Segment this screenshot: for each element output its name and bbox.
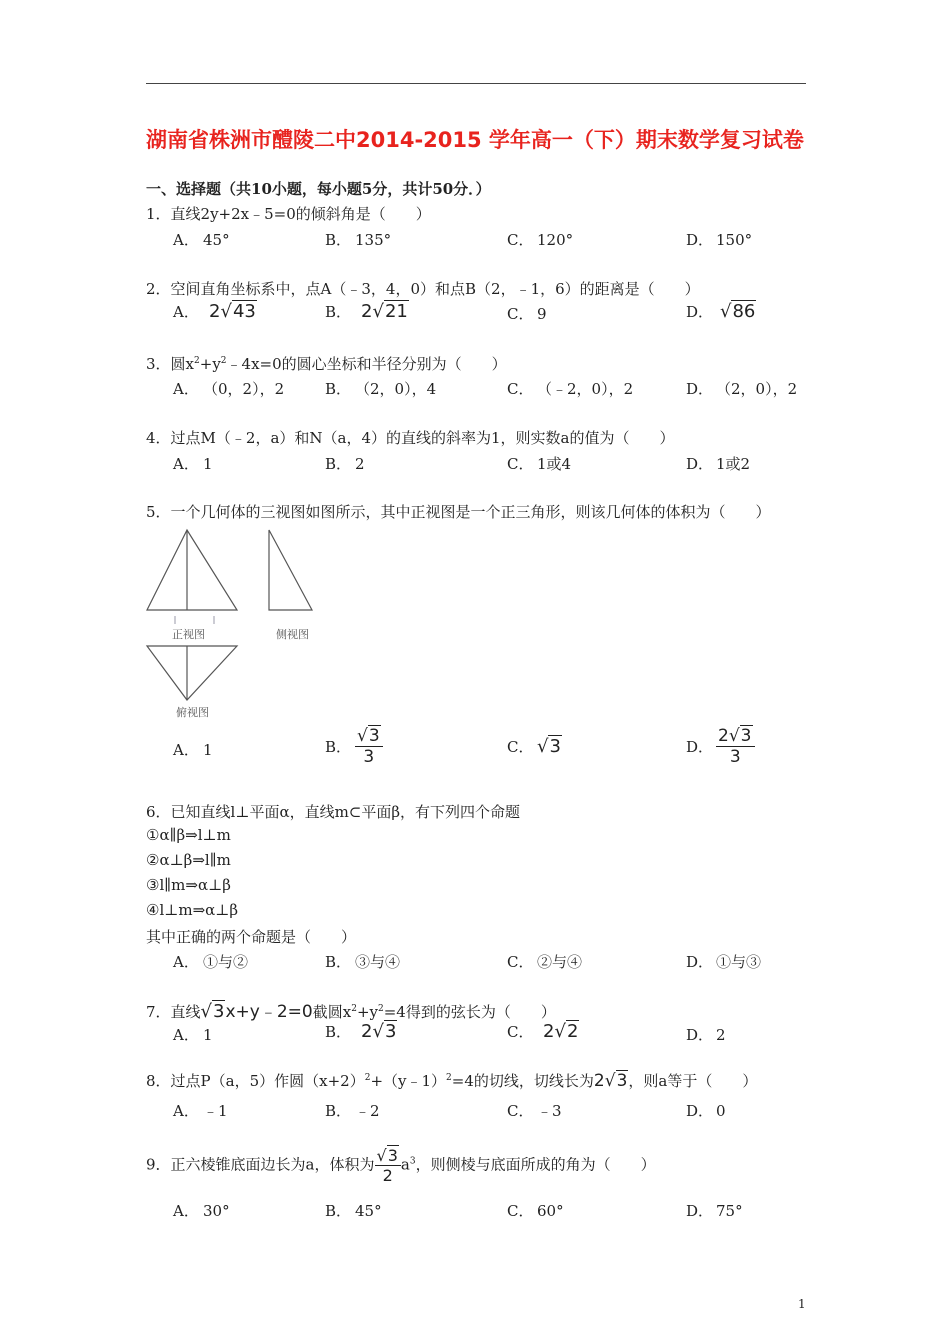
q2-option-c: C． 9 (507, 305, 547, 323)
q1-option-d: D． 150° (686, 231, 753, 249)
q6-proposition-3: ③l∥m⇒α⊥β (146, 876, 231, 894)
q6-option-c: C． ②与④ (507, 953, 583, 971)
header-rule (146, 83, 806, 84)
question-5: 5．一个几何体的三视图如图所示，其中正视图是一个正三角形，则该几何体的体积为（ ） (146, 503, 771, 521)
q1-option-b: B． 135° (325, 231, 392, 249)
q3-option-a: A． （0，2），2 (173, 380, 285, 398)
section-heading: 一、选择题（共10小题，每小题5分，共计50分．） (146, 180, 491, 198)
q6-proposition-2: ②α⊥β⇒l∥m (146, 851, 231, 869)
q6-option-d: D． ①与③ (686, 953, 762, 971)
q6-proposition-4: ④l⊥m⇒α⊥β (146, 901, 239, 919)
q6-option-a: A． ①与② (173, 953, 249, 971)
q7-option-a: A． 1 (173, 1026, 213, 1044)
q8-option-b: B． ﹣2 (325, 1102, 380, 1120)
q2-option-d: D． √86 (686, 301, 756, 322)
q5-option-c: C． √3 (507, 736, 561, 757)
q8-option-d: D． 0 (686, 1102, 726, 1120)
q4-option-b: B． 2 (325, 455, 365, 473)
q2-option-b: B． 2√21 (325, 301, 408, 322)
page-number: 1 (798, 1297, 806, 1311)
q9-option-d: D． 75° (686, 1202, 743, 1220)
question-9: 9．正六棱锥底面边长为a，体积为 $\frac{√3}{2}$ $a^3$，则侧棱与底面所成的角为（ ） (146, 1146, 656, 1185)
top-view-label: 俯视图 (176, 706, 209, 719)
q4-option-d: D． 1或2 (686, 455, 751, 473)
q7-option-d: D． 2 (686, 1026, 726, 1044)
q5-option-a: A． 1 (173, 741, 213, 759)
q8-option-c: C． ﹣3 (507, 1102, 562, 1120)
question-7: 7．直线√3x+y﹣2=0截圆$x^2+y^2=4$得到的弦长为（ ） (146, 1001, 556, 1022)
three-view-figure (142, 524, 322, 728)
question-2: 2．空间直角坐标系中，点A（﹣3，4，0）和点B（2，﹣1，6）的距离是（ ） (146, 280, 700, 298)
q4-option-c: C． 1或4 (507, 455, 572, 473)
question-4: 4．过点M（﹣2，a）和N（a，4）的直线的斜率为1，则实数a的值为（ ） (146, 429, 675, 447)
q1-option-c: C． 120° (507, 231, 574, 249)
q6-ask: 其中正确的两个命题是（ ） (146, 928, 357, 946)
front-view-label: 正视图 (172, 628, 205, 641)
q6-proposition-1: ①α∥β⇒l⊥m (146, 826, 231, 844)
question-3: 3．圆$x^2+y^2﹣4x=0$的圆心坐标和半径分别为（ ） (146, 355, 507, 373)
q5-option-b: B． $\frac{√3}{3}$ (325, 726, 383, 767)
three-view-drawing (142, 524, 322, 724)
q9-option-a: A． 30° (173, 1202, 230, 1220)
question-8: 8．过点P（a，5）作圆$(x+2)^2+(y﹣1)^2=4$的切线，切线长为2√3，则a等于（ ） (146, 1071, 758, 1091)
page-title: 湖南省株洲市醴陵二中2014-2015 学年高一（下）期末数学复习试卷 (146, 128, 804, 152)
q7-option-b: B． 2√3 (325, 1021, 397, 1042)
q2-option-a: A． 2√43 (173, 301, 256, 322)
q3-option-c: C． （﹣2，0），2 (507, 380, 634, 398)
q7-option-c: C． 2√2 (507, 1021, 579, 1042)
q6-option-b: B． ③与④ (325, 953, 401, 971)
q5-option-d: D． $\frac{2√3}{3}$ (686, 726, 755, 767)
q9-option-c: C． 60° (507, 1202, 564, 1220)
question-1: 1．直线2y+2x﹣5=0的倾斜角是（ ） (146, 205, 431, 223)
q4-option-a: A． 1 (173, 455, 213, 473)
q3-option-d: D． （2，0），2 (686, 380, 798, 398)
q9-option-b: B． 45° (325, 1202, 382, 1220)
q3-option-b: B． （2，0），4 (325, 380, 437, 398)
q8-option-a: A． ﹣1 (173, 1102, 228, 1120)
side-view-label: 侧视图 (276, 628, 309, 641)
q1-option-a: A． 45° (173, 231, 230, 249)
question-6: 6．已知直线l⊥平面α，直线m⊂平面β，有下列四个命题 (146, 803, 521, 821)
